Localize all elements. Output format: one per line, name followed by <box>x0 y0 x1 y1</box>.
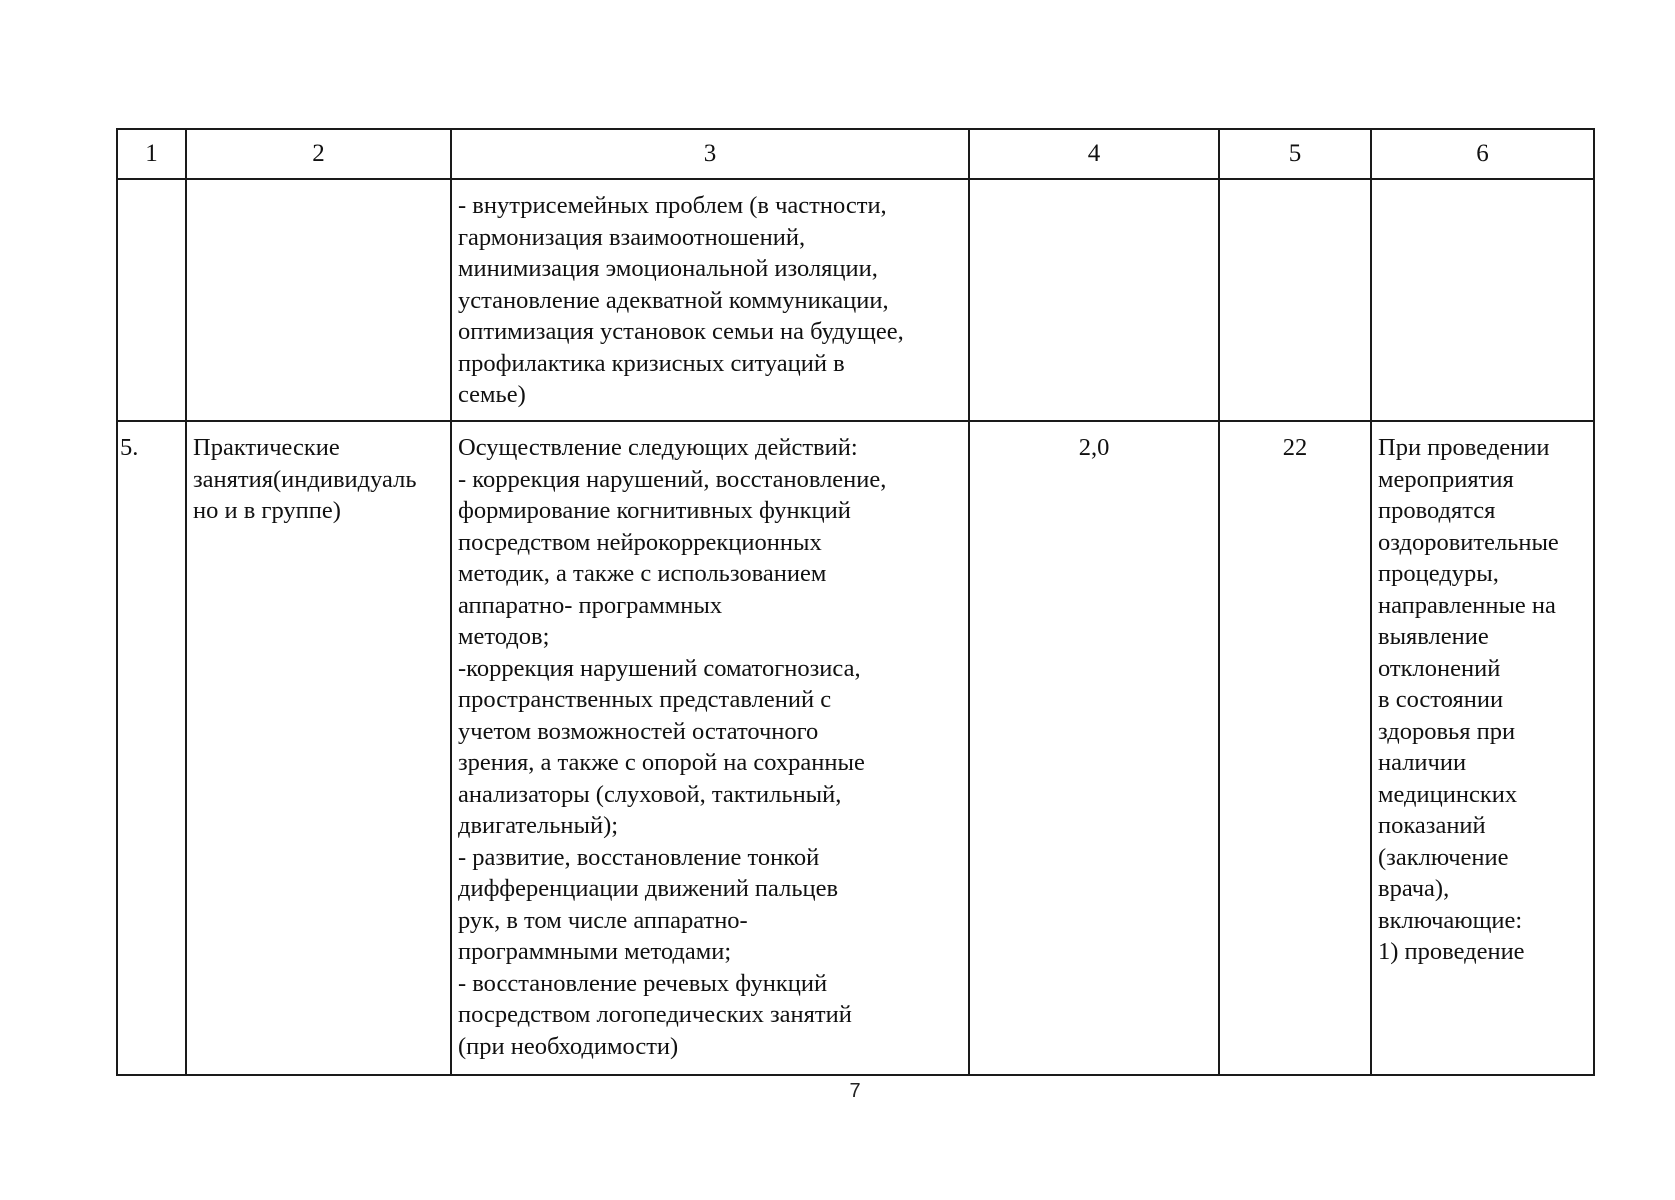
item-number-cell <box>117 421 186 1075</box>
item-note: При проведении мероприятия проводятся оздоровительные процедуры, направленные на выявление отклонений в состоянии здоровья при наличии медицинских показаний (заключение врача), включающие: 1) проведение <box>1378 434 1559 965</box>
item-col5-cell <box>1219 421 1371 1075</box>
item-description: Осуществление следующих действий: - коррекция нарушений, восстановление, формирование когнитивных функций посредством нейрокоррекционных методик, а также с использованием аппаратно- программных методов; -коррекция нарушений соматогнозиса, пространственных представлений с учетом возможностей остаточного зрения, а также с опорой на сохранные анализаторы (слуховой, тактильный, двигательный); - развитие, восстановление тонкой дифференциации движений пальцев рук, в том числе аппаратно- программными методами; - восстановление речевых функций посредством логопедических занятий (при необходимости) <box>458 434 887 1060</box>
item-col4-cell <box>969 421 1219 1075</box>
item-note-cell <box>1371 421 1594 1075</box>
cont-cell-4 <box>969 179 1219 421</box>
table-row-continuation <box>117 179 1594 421</box>
header-cell-5: 5 <box>1219 129 1371 179</box>
cont-cell-2 <box>186 179 451 421</box>
table-header-row <box>117 129 1594 179</box>
continuation-description: - внутрисемейных проблем (в частности, гармонизация взаимоотношений, минимизация эмоциональной изоляции, установление адекватной коммуникации, оптимизация установок семьи на будущее, профилактика кризисных ситуаций в семье) <box>458 192 904 408</box>
header-cell-1: 1 <box>117 129 186 179</box>
cont-cell-1 <box>117 179 186 421</box>
header-cell-3: 3 <box>451 129 969 179</box>
item-col5-value: 22 <box>1282 434 1308 461</box>
header-cell-4: 4 <box>969 129 1219 179</box>
header-cell-6: 6 <box>1371 129 1594 179</box>
program-table <box>116 128 1595 1076</box>
cont-cell-5 <box>1219 179 1371 421</box>
item-name-cell <box>186 421 451 1075</box>
item-number: 5. <box>120 434 139 461</box>
cont-cell-6 <box>1371 179 1594 421</box>
header-cell-2: 2 <box>186 129 451 179</box>
page-number: 7 <box>849 1080 861 1102</box>
cont-cell-3 <box>451 179 969 421</box>
item-name: Практические занятия(индивидуаль но и в группе) <box>193 434 417 524</box>
table-row-item-5 <box>117 421 1594 1075</box>
item-description-cell <box>451 421 969 1075</box>
item-col4-value: 2,0 <box>1078 434 1110 461</box>
